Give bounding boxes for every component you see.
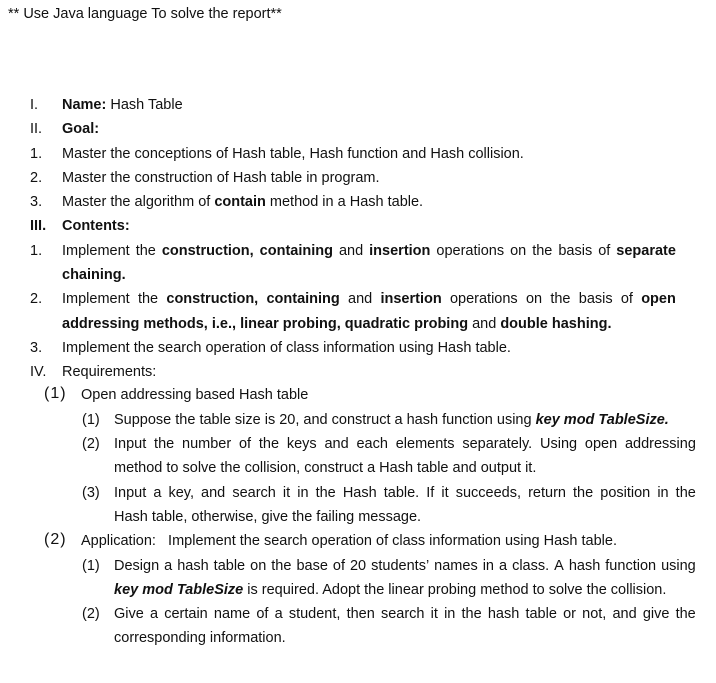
word: in xyxy=(297,485,309,501)
word: hash xyxy=(487,606,520,622)
requirement-number: (2) xyxy=(44,531,67,548)
word: search xyxy=(380,606,425,622)
word: each xyxy=(356,436,388,452)
word: table xyxy=(213,558,246,574)
word: construction, xyxy=(166,291,259,307)
item-number: 1. xyxy=(30,243,43,259)
word: table. xyxy=(383,485,420,501)
goal-text: Master the conceptions of Hash table, Hash function and Hash collision. xyxy=(62,146,524,162)
word: it xyxy=(282,485,291,501)
requirement-title: Application: Implement the search operation of class information using Hash table. xyxy=(81,533,617,549)
justified-line xyxy=(62,242,676,260)
word: Give xyxy=(114,606,144,622)
word: keys xyxy=(286,436,317,452)
word: Hash xyxy=(342,485,377,501)
word: the xyxy=(271,558,292,574)
word: the xyxy=(258,436,280,452)
word: position xyxy=(600,485,651,501)
name-label: Name: xyxy=(62,97,107,113)
word: students’ xyxy=(371,558,430,574)
roman-numeral: IV. xyxy=(30,364,47,380)
word: Implement xyxy=(62,291,130,307)
roman-numeral: II. xyxy=(30,121,43,137)
word: key, xyxy=(168,485,194,501)
word: Implement xyxy=(62,243,130,259)
word: hash xyxy=(568,558,601,574)
report-instruction: ** Use Java language To solve the report** xyxy=(8,6,282,22)
word: not, xyxy=(582,606,607,622)
goal-text: Master the construction of Hash table in program. xyxy=(62,170,380,186)
word: number xyxy=(182,436,232,452)
word: containing xyxy=(266,291,340,307)
word: the xyxy=(315,485,336,501)
word: of xyxy=(256,606,269,622)
word: and xyxy=(348,291,373,307)
word: the xyxy=(135,243,156,259)
item-number: 3. xyxy=(30,340,43,356)
word: the xyxy=(675,485,696,501)
word: search xyxy=(232,485,276,501)
word: then xyxy=(346,606,375,622)
word: base xyxy=(296,558,328,574)
word: return xyxy=(528,485,566,501)
word: name xyxy=(213,606,251,622)
word: in xyxy=(657,485,669,501)
word: insertion xyxy=(380,291,442,307)
goal-keyword: contain xyxy=(214,194,266,210)
contents-text: chaining. xyxy=(62,267,126,283)
goal-text: Master the algorithm of xyxy=(62,194,215,210)
justified-line xyxy=(114,557,696,575)
word: basis xyxy=(558,243,593,259)
word: separately. xyxy=(462,436,533,452)
requirement-formula: key mod TableSize xyxy=(114,582,244,598)
word: on xyxy=(525,291,543,307)
contents-text: double hashing. xyxy=(500,316,612,332)
requirement-text: corresponding information. xyxy=(114,630,286,646)
goal-text: method in a Hash table. xyxy=(265,194,424,210)
word: in xyxy=(482,558,494,574)
word: the xyxy=(137,291,159,307)
word: the xyxy=(461,606,482,622)
item-number: 3. xyxy=(30,194,43,210)
word: the xyxy=(675,606,696,622)
word: and xyxy=(201,485,226,501)
word: the xyxy=(532,243,553,259)
word: operations xyxy=(436,243,505,259)
word: the xyxy=(573,485,594,501)
item-number: 2. xyxy=(30,291,43,307)
sub-item-number: (2) xyxy=(82,606,100,622)
word: open xyxy=(641,291,676,307)
requirement-text: method to solve the collision, construct a Hash table and output it. xyxy=(114,460,537,476)
requirement-text: Hash table, otherwise, give the failing message. xyxy=(114,509,422,525)
word: and xyxy=(612,606,637,622)
sub-item-number: (1) xyxy=(82,558,100,574)
word: separate xyxy=(616,243,676,259)
word: construction, xyxy=(161,243,254,259)
word: names xyxy=(434,558,478,574)
word: on xyxy=(510,243,527,259)
word: a xyxy=(499,558,508,574)
roman-numeral: I. xyxy=(30,97,39,113)
word: a xyxy=(149,606,159,622)
word: it xyxy=(441,485,449,501)
word: and xyxy=(324,436,349,452)
sub-item-number: (3) xyxy=(82,485,100,501)
requirement-formula: key mod TableSize. xyxy=(535,412,669,428)
requirement-text: Suppose the table size is 20, and construct a hash function using xyxy=(114,412,536,428)
name-value: Hash Table xyxy=(106,97,183,113)
word: insertion xyxy=(369,243,431,259)
word: of xyxy=(238,436,252,452)
word: the xyxy=(550,291,571,307)
roman-numeral: III. xyxy=(30,218,47,234)
word: in xyxy=(444,606,456,622)
word: or xyxy=(563,606,576,622)
word: on xyxy=(250,558,267,574)
sub-item-number: (2) xyxy=(82,436,100,452)
word: of xyxy=(598,243,611,259)
item-number: 1. xyxy=(30,146,43,162)
word: give xyxy=(642,606,670,622)
word: using xyxy=(661,558,696,574)
word: a xyxy=(274,606,283,622)
word: elements xyxy=(395,436,455,452)
word: succeeds, xyxy=(455,485,522,501)
justified-line xyxy=(114,484,696,502)
word: of xyxy=(332,558,345,574)
word: Input xyxy=(114,436,147,452)
word: a xyxy=(164,558,173,574)
word: table xyxy=(525,606,557,622)
requirements-label: Requirements: xyxy=(62,364,157,380)
word: Design xyxy=(114,558,160,574)
word: Input xyxy=(114,485,147,501)
word: it xyxy=(430,606,438,622)
word: Using xyxy=(540,436,578,452)
word: operations xyxy=(449,291,518,307)
contents-label: Contents: xyxy=(62,218,130,234)
contents-text: and xyxy=(468,316,501,332)
word: If xyxy=(426,485,435,501)
justified-line xyxy=(114,435,696,453)
contents-text: Implement the search operation of class information using Hash table. xyxy=(62,340,511,356)
requirement-text: is required. Adopt the linear probing method to solve the collision. xyxy=(243,582,667,598)
requirement-number: (1) xyxy=(44,385,67,402)
sub-item-number: (1) xyxy=(82,412,100,428)
word: 20 xyxy=(349,558,367,574)
word: and xyxy=(338,243,364,259)
word: a xyxy=(153,485,162,501)
requirement-title: Open addressing based Hash table xyxy=(81,387,309,403)
word: basis xyxy=(578,291,613,307)
word: addressing xyxy=(624,436,696,452)
word: open xyxy=(584,436,618,452)
justified-line xyxy=(114,605,696,623)
word: student, xyxy=(288,606,341,622)
word: of xyxy=(620,291,633,307)
goal-label: Goal: xyxy=(62,121,100,137)
justified-line xyxy=(62,290,676,308)
word: hash xyxy=(177,558,209,574)
word: containing xyxy=(259,243,333,259)
word: A xyxy=(554,558,564,574)
word: function xyxy=(605,558,657,574)
item-number: 2. xyxy=(30,170,43,186)
word: the xyxy=(154,436,175,452)
contents-text: addressing methods, i.e., linear probing, quadratic probing xyxy=(62,316,469,332)
word: certain xyxy=(164,606,208,622)
word: class. xyxy=(512,558,550,574)
